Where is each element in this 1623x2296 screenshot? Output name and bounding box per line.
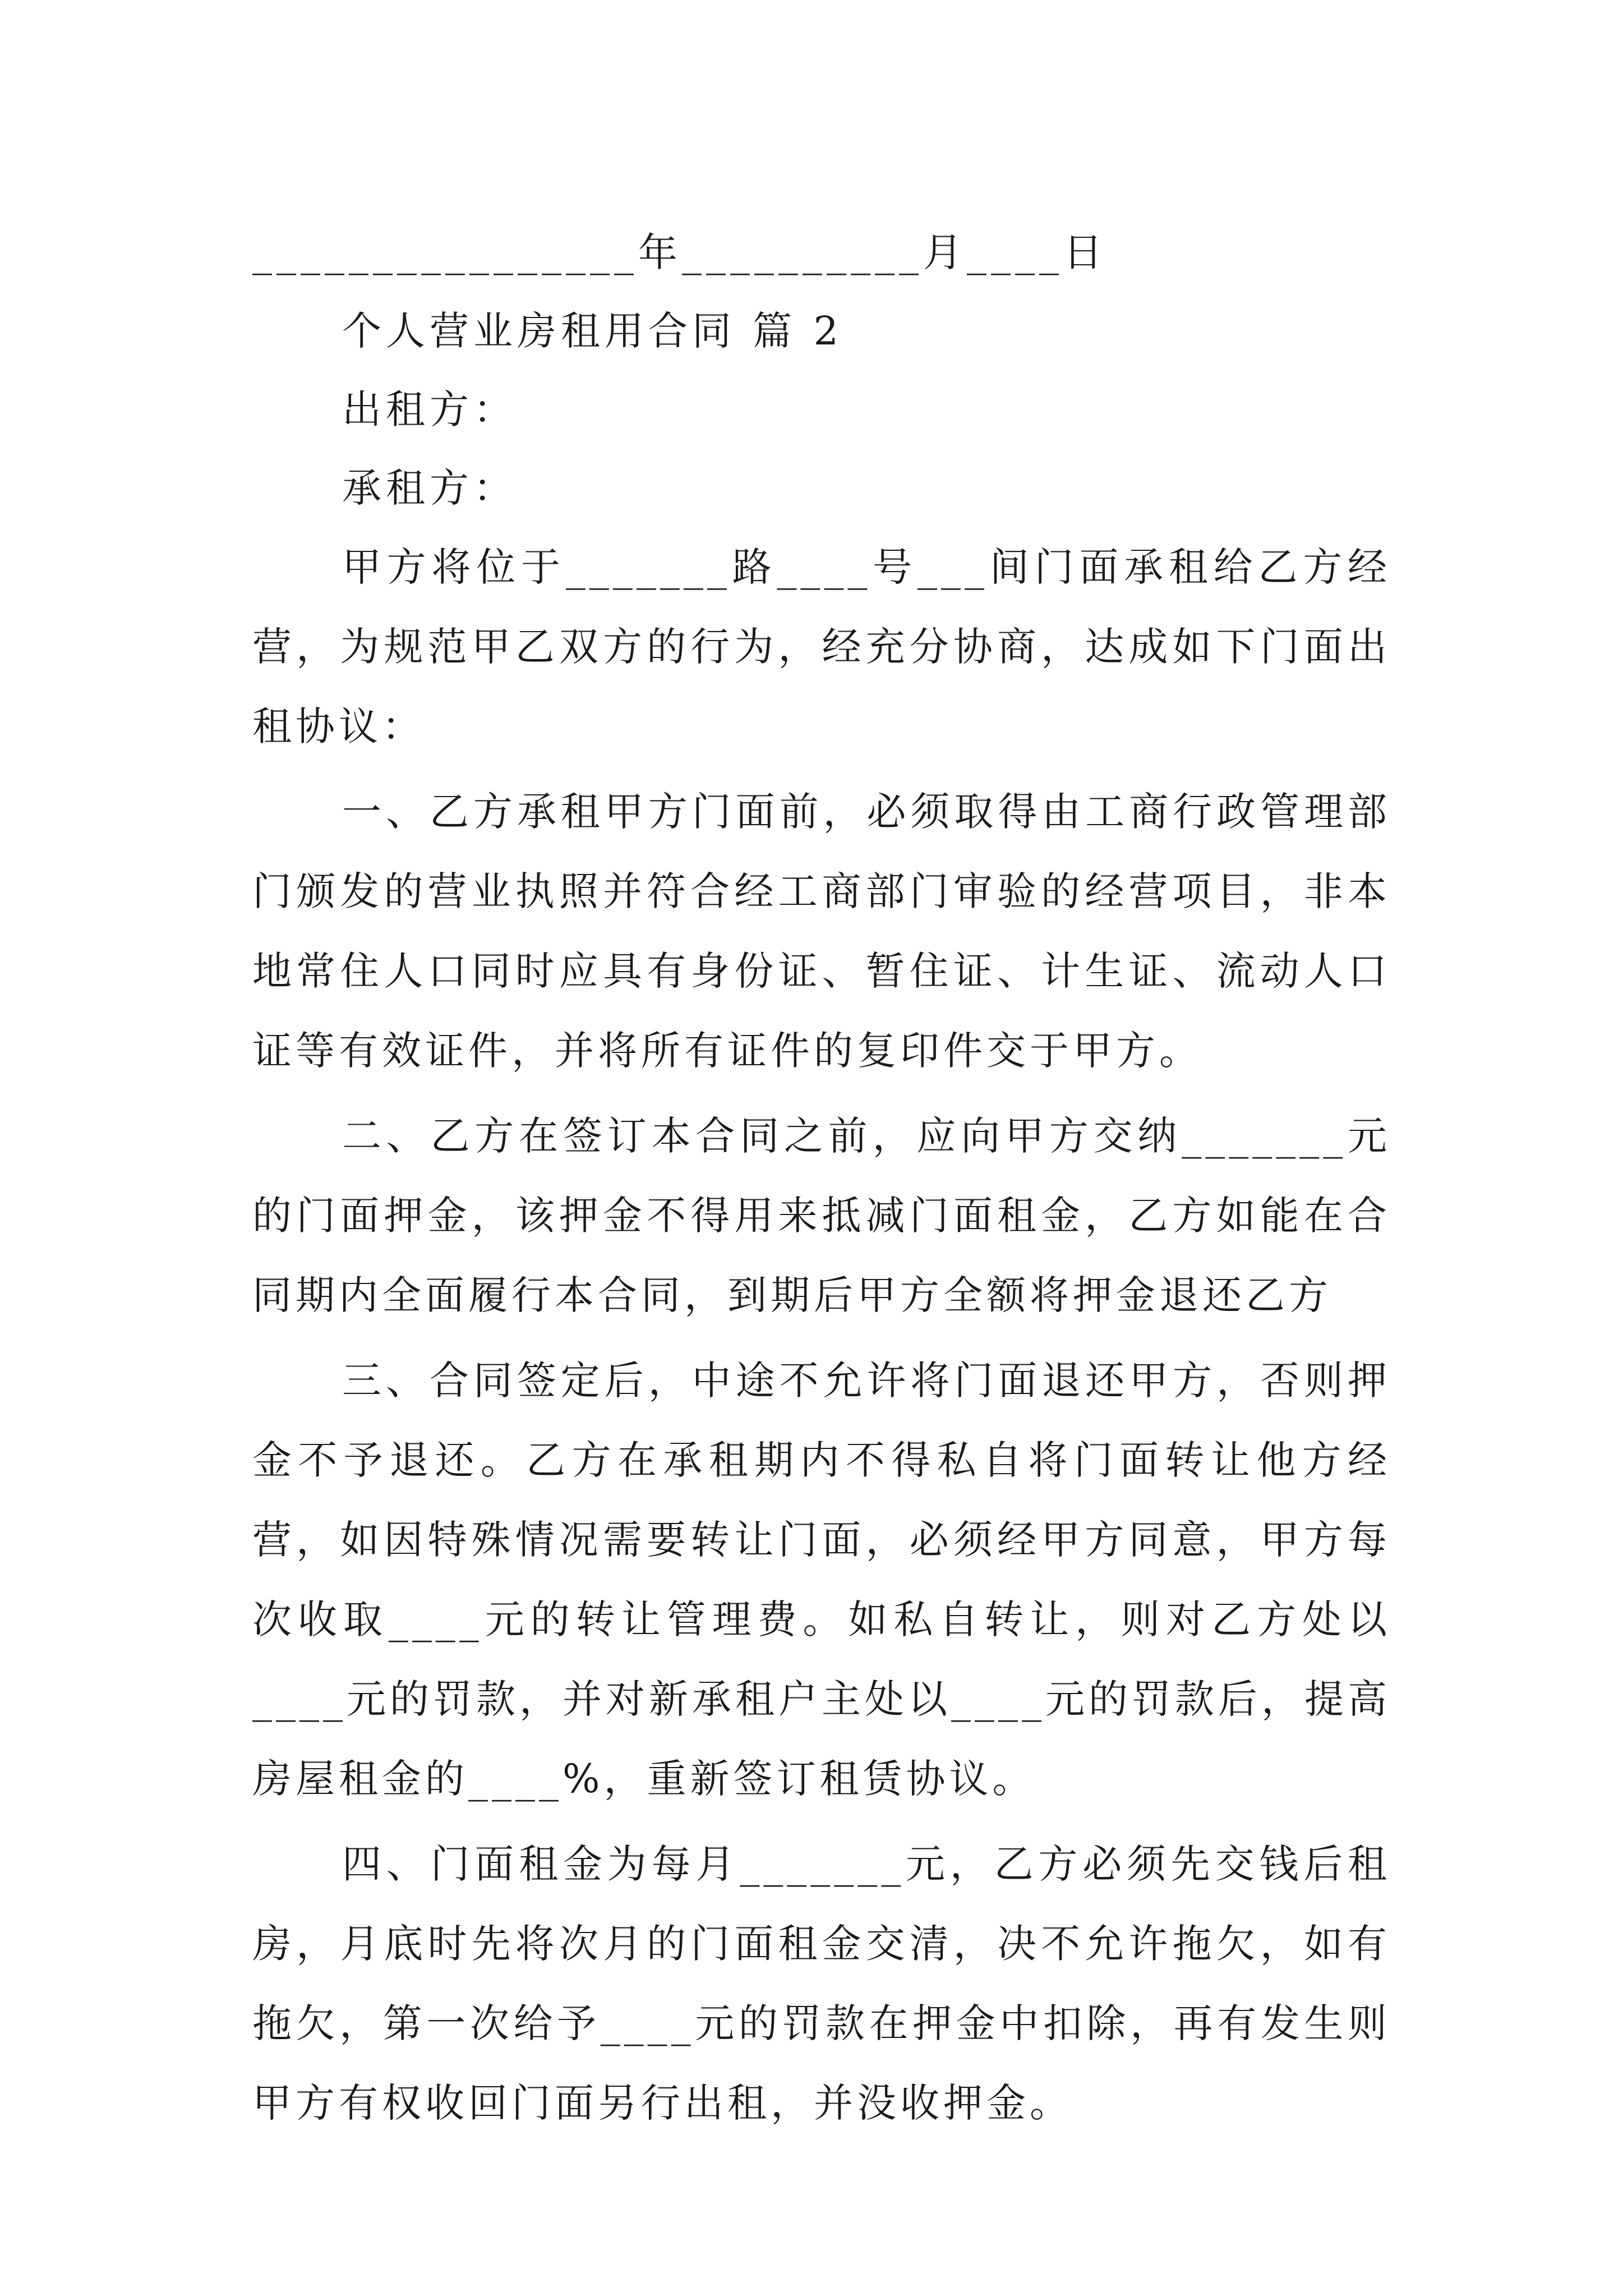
document-page	[252, 213, 1391, 2148]
lessor-label: 出租方：	[342, 386, 517, 432]
signature-date-line: ________________年__________月____日	[252, 229, 1107, 275]
contract-title: 个人营业房租用合同 篇 2	[342, 308, 843, 354]
paragraph-clause-2: 二、乙方在签订本合同之前，应向甲方交纳_______元的门面押金，该押金不得用来抵减门面租金，乙方如能在合同期内全面履行本合同，到期后甲方全额将押金退还乙方	[252, 1113, 1391, 1318]
lessee-label: 承租方：	[342, 465, 517, 511]
paragraph-clause-1: 一、乙方承租甲方门面前，必须取得由工商行政管理部门颁发的营业执照并符合经工商部门审验的经营项目，非本地常住人口同时应具有身份证、暂住证、计生证、流动人口证等有效证件，并将所有证件的复印件交于甲方。	[252, 789, 1391, 1074]
paragraph-clause-3: 三、合同签定后，中途不允许将门面退还甲方，否则押金不予退还。乙方在承租期内不得私自将门面转让他方经营，如因特殊情况需要转让门面，必须经甲方同意，甲方每次收取____元的转让管理费。如私自转让，则对乙方处以____元的罚款，并对新承租户主处以____元的罚款后，提高房屋租金的____%，重新签订租赁协议。	[252, 1358, 1391, 1802]
paragraph-clause-4: 四、门面租金为每月_______元，乙方必须先交钱后租房，月底时先将次月的门面租金交清，决不允许拖欠，如有拖欠，第一次给予____元的罚款在押金中扣除，再有发生则甲方有权收回门面另行出租，并没收押金。	[252, 1841, 1391, 2126]
paragraph-intro: 甲方将位于_______路____号___间门面承租给乙方经营，为规范甲乙双方的行为，经充分协商，达成如下门面出租协议：	[252, 544, 1391, 749]
